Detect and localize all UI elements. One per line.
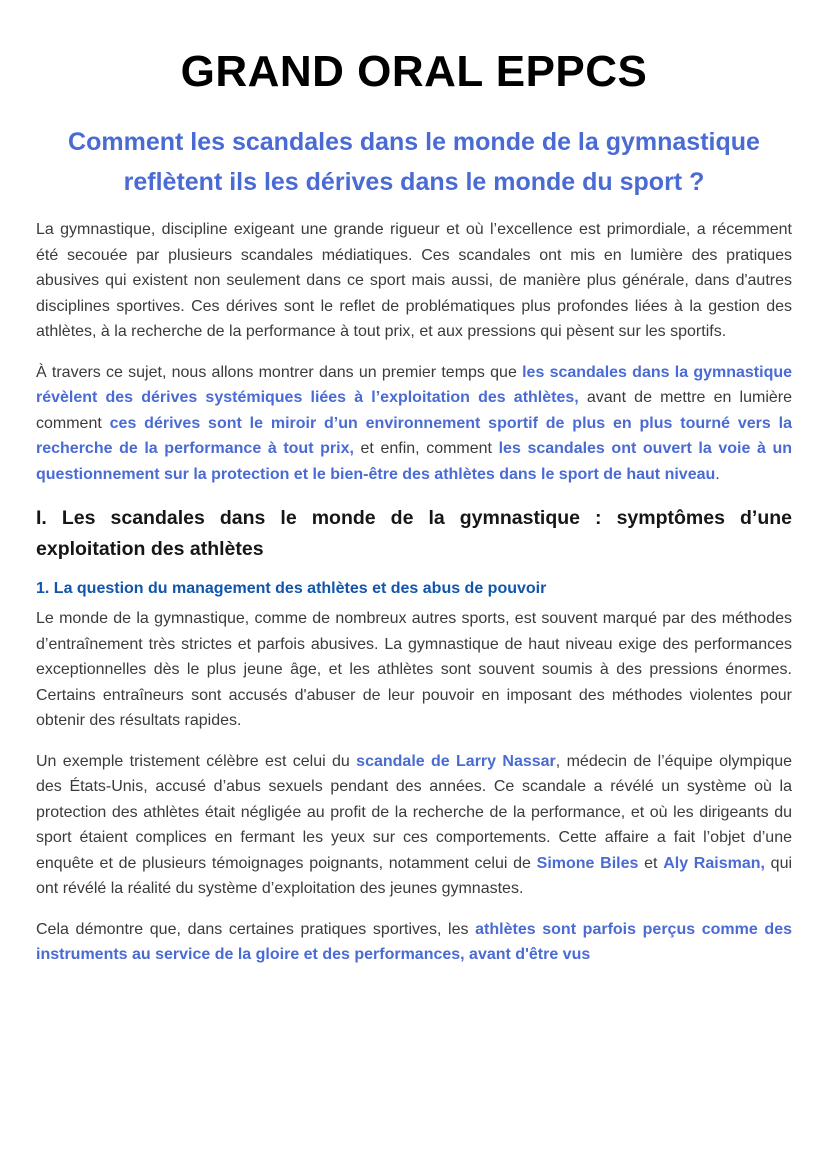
section-1-heading: I. Les scandales dans le monde de la gymnastique : symptômes d’une exploitation des athlètes xyxy=(36,507,792,561)
text-segment: et enfin, comment xyxy=(353,440,499,458)
thesis-paragraph xyxy=(36,360,792,488)
text-segment: Un exemple tristement célèbre est celui du xyxy=(36,752,357,770)
management-paragraph: Le monde de la gymnastique, comme de nombreux autres sports, est souvent marqué par des méthodes d’entraînement très strictes et parfois abusives. La gymnastique de haut niveau exige des performances exceptionnelles dès le plus jeune âge, et les athlètes sont souvent soumis à des pressions énormes. Certains entraîneurs sont accusés d'abuser de leur pouvoir en imposant des méthodes violentes pour obtenir des résultats rapides. xyxy=(36,610,792,730)
nassar-paragraph xyxy=(36,749,792,902)
accent-text-segment: Simone Biles xyxy=(536,854,639,872)
document-subtitle: Comment les scandales dans le monde de la gymnastique reflètent ils les dérives dans le monde du sport ? xyxy=(68,128,760,197)
accent-text-segment: Aly Raisman, xyxy=(663,854,765,872)
intro-paragraph: La gymnastique, discipline exigeant une grande rigueur et où l’excellence est primordiale, a récemment été secouée par plusieurs scandales médiatiques. Ces scandales ont mis en lumière des pratiques abusives qui existent non seulement dans ce sport mais aussi, de manière plus générale, dans d'autres disciplines sportives. Ces dérives sont le reflet de problématiques plus profondes liées à la gestion des athlètes, à la recherche de la performance à tout prix, et aux pressions qui pèsent sur les sportifs. xyxy=(36,221,792,341)
accent-text-segment: ces dérives sont le miroir d’un environnement sportif de plus en plus tourné vers la recherche de la performance à tout prix, xyxy=(36,414,792,458)
accent-text-segment: scandale de Larry Nassar xyxy=(356,752,556,770)
accent-text-segment: athlètes sont parfois perçus comme des instruments au service de la gloire et des performances, avant d'être vus xyxy=(36,920,793,964)
text-segment: Cela démontre que, dans certaines pratiques sportives, les xyxy=(36,920,476,938)
conclusion-paragraph xyxy=(36,917,792,968)
document-title: GRAND ORAL EPPCS xyxy=(180,47,648,96)
text-segment: . xyxy=(715,465,720,483)
text-segment: qui ont révélé la réalité du système d’exploitation des jeunes gymnastes. xyxy=(36,854,793,898)
accent-text-segment: les scandales ont ouvert la voie à un questionnement sur la protection et le bien-être des athlètes dans le sport de haut niveau xyxy=(36,440,793,483)
accent-text-segment: les scandales dans la gymnastique révèlent des dérives systémiques liées à l’exploitation des athlètes, xyxy=(36,363,793,407)
subsection-1-1-heading: 1. La question du management des athlètes et des abus de pouvoir xyxy=(36,580,547,598)
text-segment: et xyxy=(638,854,664,872)
text-segment: avant de mettre en lumière comment xyxy=(36,389,793,432)
text-segment: , médecin de l’équipe olympique des États-Unis, accusé d’abus sexuels pendant des années. Ce scandale a révélé un système où la protection des athlètes était négligée au profit de la recherche de la performance, et où les dirigeants du sport étaient complices en fermant les yeux sur ces comportements. Cette affaire a fait l’objet d’une enquête et de plusieurs témoignages poignants, notamment celui de xyxy=(36,752,793,872)
text-segment: À travers ce sujet, nous allons montrer dans un premier temps que xyxy=(36,363,523,381)
